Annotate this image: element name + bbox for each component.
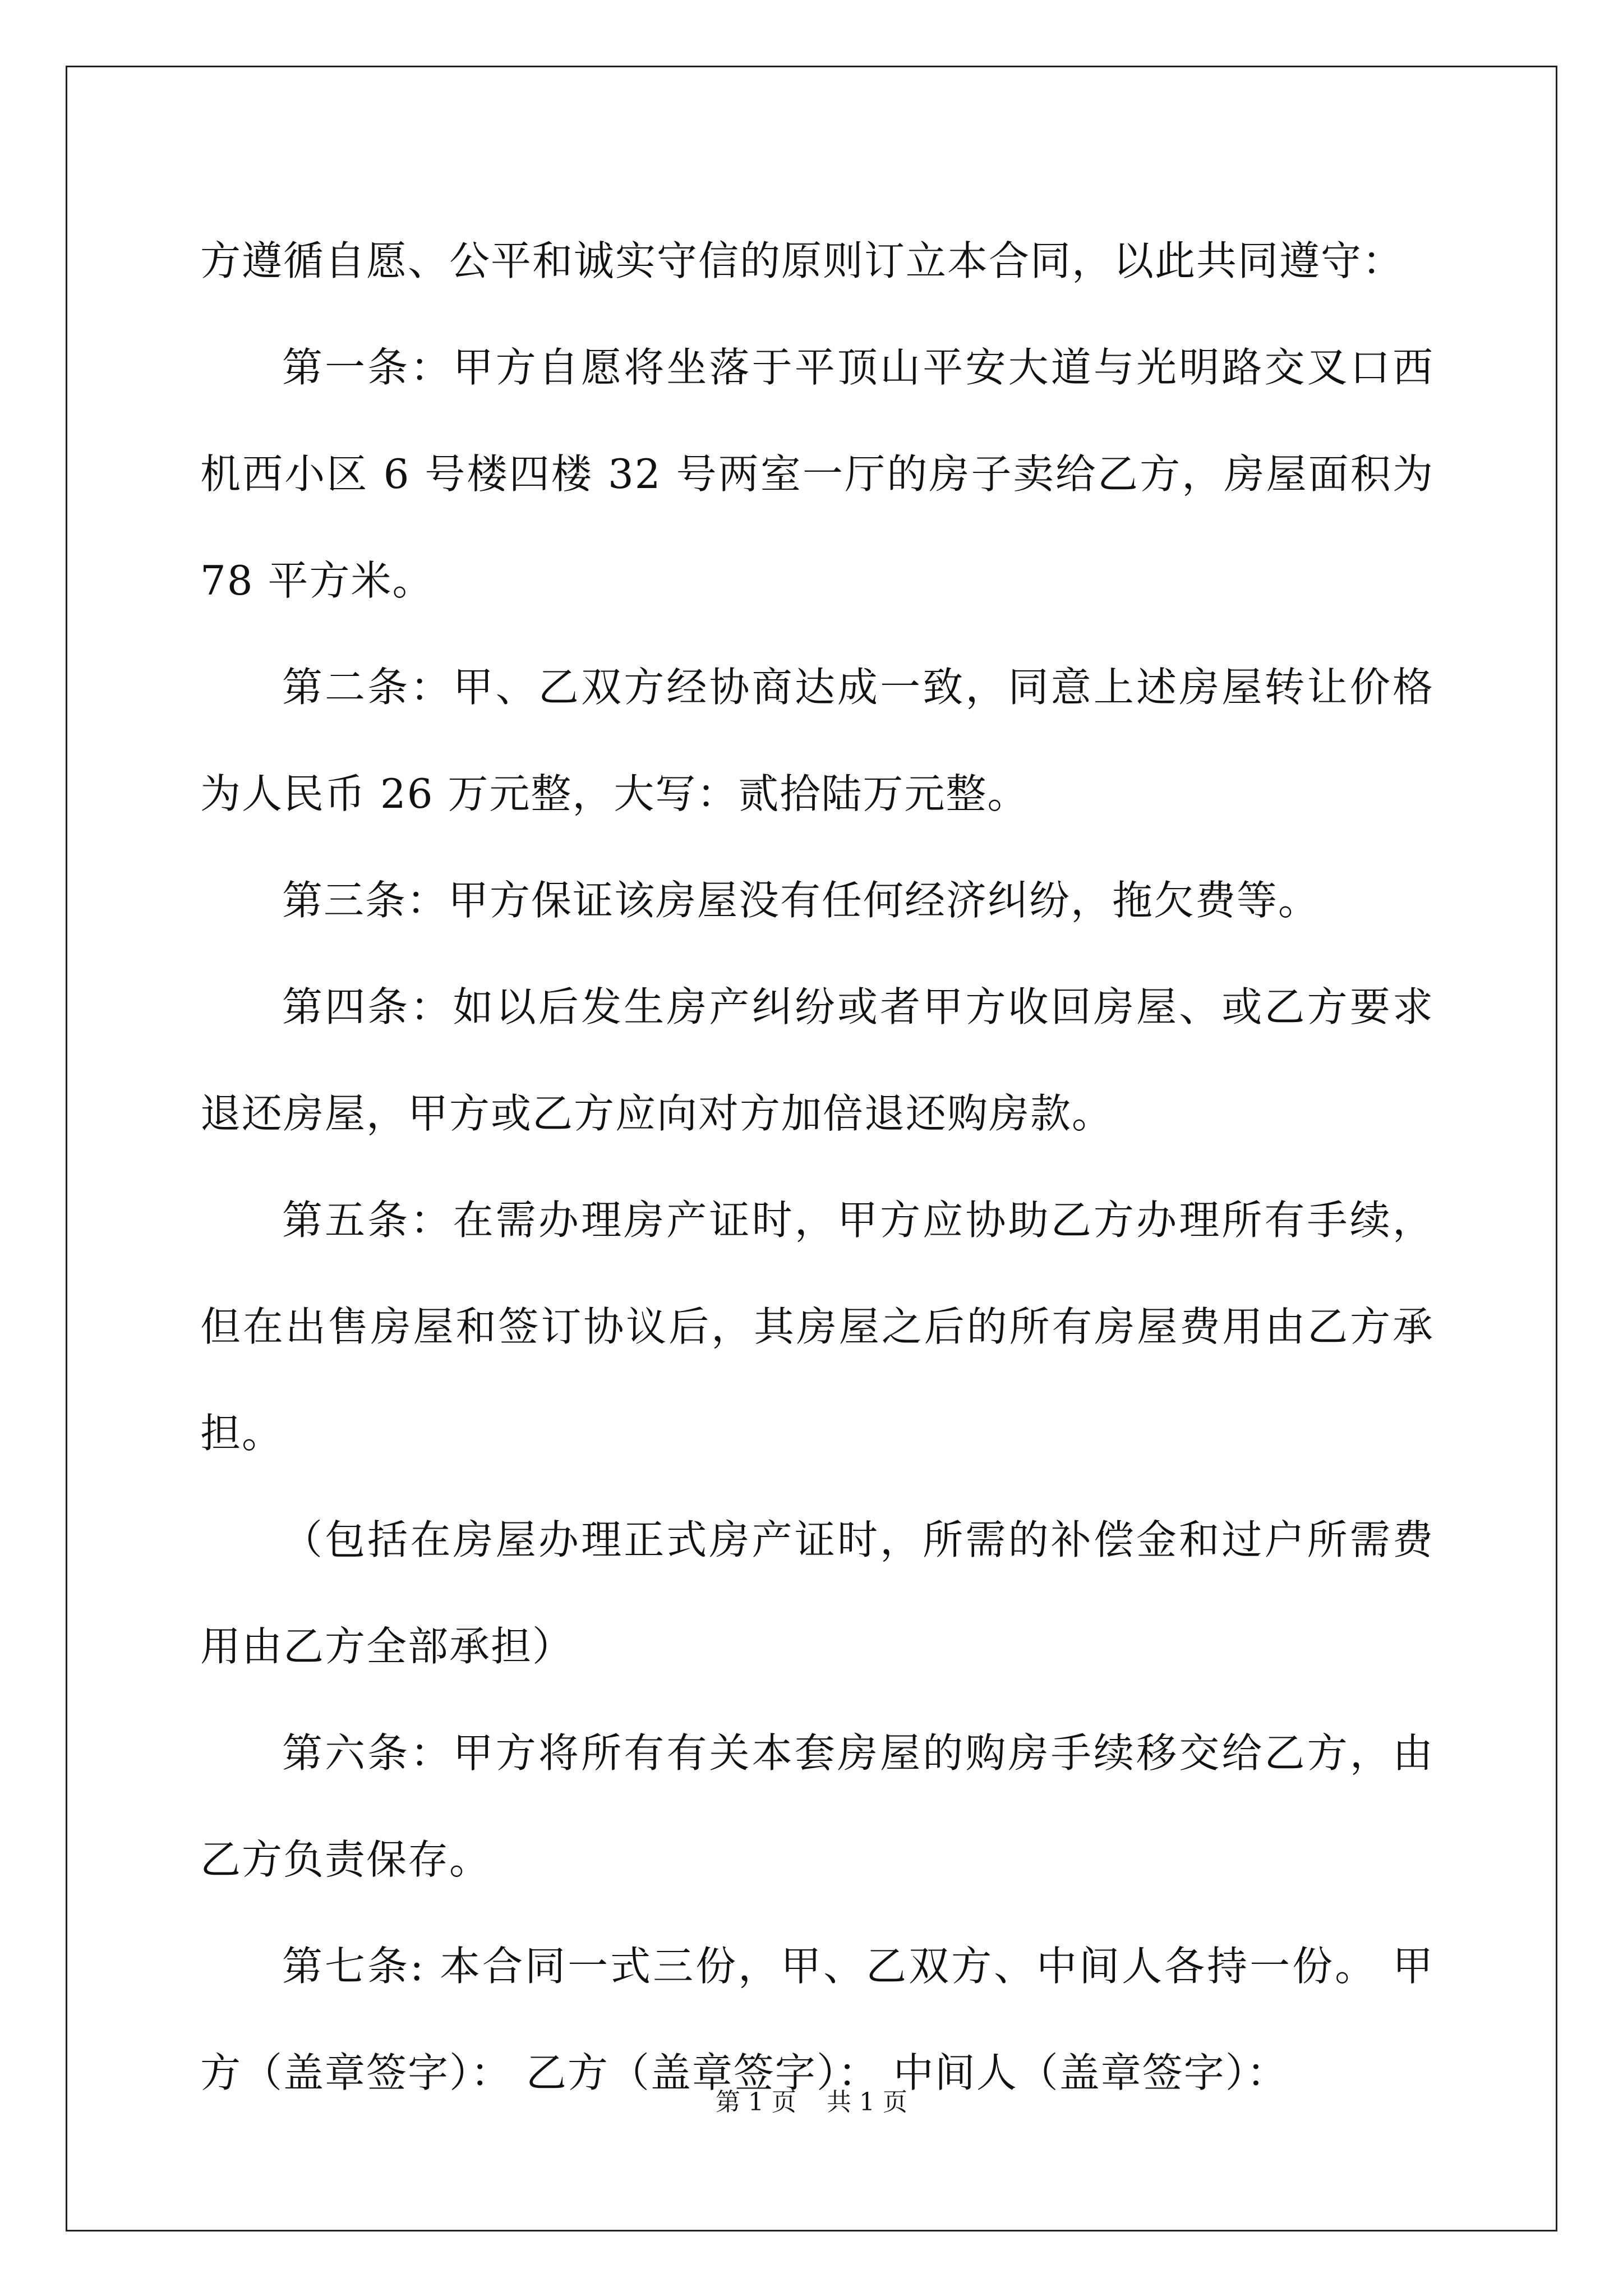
paragraph-article-6: 第六条：甲方将所有有关本套房屋的购房手续移交给乙方，由乙方负责保存。: [200, 1729, 1434, 1883]
paragraph-article-2: 第二条：甲、乙双方经协商达成一致，同意上述房屋转让价格为人民币 26 万元整，大写：贰拾陆万元整。: [200, 664, 1434, 817]
page-footer: [0, 2086, 1623, 2119]
paragraph-intro: 方遵循自愿、公平和诚实守信的原则订立本合同，以此共同遵守：: [200, 237, 1404, 284]
paragraph-article-3: 第三条：甲方保证该房屋没有任何经济纠纷，拖欠费等。: [282, 877, 1320, 924]
page-total: 共 1 页: [827, 2088, 907, 2116]
paragraph-article-5-note: （包括在房屋办理正式房产证时，所需的补偿金和过户所需费用由乙方全部承担）: [200, 1516, 1434, 1670]
paragraph-article-7-signatures: 第七条: 本合同一式三份，甲、乙双方、中间人各持一份。 甲方（盖章签字）： 乙方（盖章签字）： 中间人（盖章签字）：: [200, 1943, 1434, 2096]
paragraph-article-4: 第四条：如以后发生房产纠纷或者甲方收回房屋、或乙方要求退还房屋，甲方或乙方应向对方加倍退还购房款。: [200, 983, 1434, 1137]
paragraph-article-5: 第五条：在需办理房产证时，甲方应协助乙方办理所有手续，但在出售房屋和签订协议后，其房屋之后的所有房屋费用由乙方承担。: [200, 1197, 1434, 1457]
contract-body: [200, 208, 1434, 2126]
page-number: 第 1 页: [716, 2088, 796, 2116]
paragraph-article-1: 第一条：甲方自愿将坐落于平顶山平安大道与光明路交叉口西机西小区 6 号楼四楼 32 号两室一厅的房子卖给乙方，房屋面积为 78 平方米。: [200, 344, 1434, 604]
